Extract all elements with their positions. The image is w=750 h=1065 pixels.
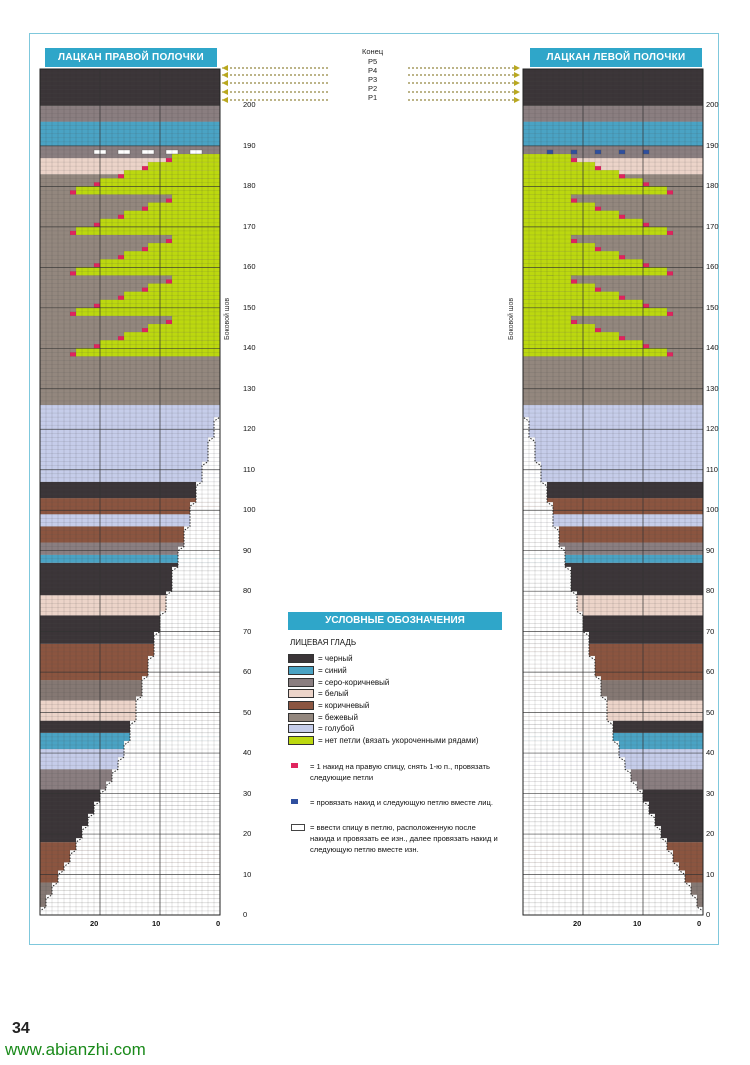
left-yo-marker bbox=[595, 207, 601, 211]
legend-note-symbol bbox=[291, 824, 305, 831]
left-close-marker bbox=[619, 150, 625, 154]
left-neck-row bbox=[523, 644, 589, 648]
right-neck-row bbox=[58, 875, 220, 879]
left-neck-row bbox=[523, 826, 661, 830]
left-neck-row bbox=[523, 595, 577, 599]
left-row-number: 190 bbox=[706, 140, 719, 150]
right-neck-row bbox=[142, 692, 220, 696]
right-neck-row bbox=[154, 652, 220, 656]
left-front-title: ЛАЦКАН ЛЕВОЙ ПОЛОЧКИ bbox=[530, 48, 702, 67]
right-neck-row bbox=[166, 603, 220, 607]
left-neck-row bbox=[523, 599, 577, 603]
left-neck-row bbox=[523, 648, 589, 652]
left-yo-marker bbox=[595, 166, 601, 170]
left-neck-row bbox=[523, 547, 565, 551]
row-label-p4: P4 bbox=[368, 66, 378, 75]
left-neck-row bbox=[523, 652, 589, 656]
left-neck-row bbox=[523, 433, 529, 437]
right-neck-row bbox=[166, 595, 220, 599]
right-row-number: 100 bbox=[243, 505, 256, 515]
left-close-marker bbox=[547, 150, 553, 154]
left-neck-row bbox=[523, 518, 553, 522]
right-yo-marker bbox=[118, 296, 124, 300]
left-neck-row bbox=[523, 603, 577, 607]
right-yo-marker bbox=[166, 199, 172, 203]
right-neck-row bbox=[130, 729, 220, 733]
right-front-title: ЛАЦКАН ПРАВОЙ ПОЛОЧКИ bbox=[45, 48, 217, 67]
right-neck-row bbox=[70, 858, 220, 862]
left-neck-row bbox=[523, 680, 601, 684]
left-row-number: 30 bbox=[706, 788, 715, 798]
left-yo-marker bbox=[667, 352, 673, 356]
left-neck-row bbox=[523, 676, 601, 680]
left-yo-marker bbox=[595, 288, 601, 292]
right-neck-row bbox=[202, 478, 220, 482]
left-yo-marker bbox=[643, 263, 649, 267]
right-yo-marker bbox=[94, 344, 100, 348]
right-neck-row bbox=[106, 785, 220, 789]
legend-label: = бежевый bbox=[318, 712, 359, 722]
left-neck-row bbox=[523, 721, 613, 725]
left-yo-marker bbox=[667, 312, 673, 316]
right-yo-marker bbox=[70, 190, 76, 194]
page-number: 34 bbox=[12, 1020, 30, 1037]
left-neck-row bbox=[523, 875, 685, 879]
legend-note-symbol bbox=[291, 763, 298, 768]
right-row-number: 150 bbox=[243, 302, 256, 312]
right-row-number: 80 bbox=[243, 586, 252, 596]
right-neck-row bbox=[94, 810, 220, 814]
right-neck-row bbox=[118, 765, 220, 769]
left-yo-marker bbox=[643, 223, 649, 227]
right-neck-row bbox=[178, 559, 220, 563]
left-row-number: 50 bbox=[706, 707, 715, 717]
right-neck-row bbox=[82, 830, 220, 834]
right-yo-marker bbox=[118, 255, 124, 259]
right-neck-row bbox=[166, 607, 220, 611]
right-row-number: 0 bbox=[243, 910, 248, 919]
right-arrow-head bbox=[222, 89, 228, 95]
right-neck-row bbox=[82, 834, 220, 838]
right-neck-row bbox=[58, 879, 220, 883]
left-neck-row bbox=[523, 879, 685, 883]
right-neck-row bbox=[70, 854, 220, 858]
legend-label: = белый bbox=[318, 689, 349, 699]
row-label-p3: P3 bbox=[368, 75, 378, 84]
right-yo-marker bbox=[94, 223, 100, 227]
left-neck-row bbox=[523, 765, 625, 769]
right-neck-row bbox=[154, 644, 220, 648]
left-neck-row bbox=[523, 834, 661, 838]
left-row-number: 170 bbox=[706, 221, 719, 231]
left-row-number: 140 bbox=[706, 343, 719, 353]
right-neck-row bbox=[46, 895, 220, 899]
right-row-number: 120 bbox=[243, 424, 256, 434]
right-yo-marker bbox=[70, 352, 76, 356]
right-neck-row bbox=[154, 648, 220, 652]
right-neck-row bbox=[190, 502, 220, 506]
left-neck-row bbox=[523, 903, 697, 907]
left-row-number: 20 bbox=[706, 829, 715, 839]
short-row-arrows bbox=[0, 0, 750, 120]
left-yo-marker bbox=[571, 199, 577, 203]
right-row-number: 70 bbox=[243, 626, 252, 636]
right-neck-row bbox=[190, 522, 220, 526]
left-col-0: 0 bbox=[697, 919, 702, 928]
left-neck-row bbox=[523, 692, 601, 696]
right-neck-row bbox=[94, 806, 220, 810]
left-neck-row bbox=[523, 802, 649, 806]
right-neck-row bbox=[118, 757, 220, 761]
right-neck-row bbox=[178, 547, 220, 551]
right-neck-row bbox=[130, 737, 220, 741]
right-yo-marker bbox=[142, 288, 148, 292]
left-neck-row bbox=[523, 640, 589, 644]
legend-item bbox=[288, 723, 502, 735]
right-neck-row bbox=[202, 466, 220, 470]
right-row-number: 20 bbox=[243, 829, 252, 839]
right-arrow-head bbox=[222, 72, 228, 78]
left-col-20: 20 bbox=[573, 919, 582, 928]
left-neck-row bbox=[523, 781, 637, 785]
right-yo-marker bbox=[94, 263, 100, 267]
left-neck-row bbox=[523, 551, 565, 555]
right-arrow-head bbox=[222, 65, 228, 71]
right-neck-row bbox=[154, 632, 220, 636]
left-row-number: 60 bbox=[706, 667, 715, 677]
left-neck-row bbox=[523, 478, 541, 482]
left-neck-row bbox=[523, 559, 565, 563]
right-row-number: 190 bbox=[243, 140, 256, 150]
left-neck-row bbox=[523, 725, 613, 729]
left-yo-marker bbox=[619, 215, 625, 219]
right-row-number: 180 bbox=[243, 181, 256, 191]
legend-swatch bbox=[288, 701, 314, 710]
right-neck-row bbox=[190, 514, 220, 518]
right-row-number: 40 bbox=[243, 748, 252, 758]
left-yo-marker bbox=[619, 296, 625, 300]
right-neck-row bbox=[94, 802, 220, 806]
right-row-number: 200 bbox=[243, 100, 256, 110]
left-neck-row bbox=[523, 850, 673, 854]
left-neck-row bbox=[523, 522, 553, 526]
right-front-chart bbox=[40, 69, 220, 916]
legend-label: = коричневый bbox=[318, 701, 370, 711]
right-neck-row bbox=[214, 433, 220, 437]
right-col-10: 10 bbox=[152, 919, 161, 928]
left-neck-row bbox=[523, 895, 697, 899]
legend-note-white bbox=[288, 822, 502, 855]
left-row-number: 10 bbox=[706, 869, 715, 879]
left-neck-row bbox=[523, 870, 685, 874]
left-neck-row bbox=[523, 514, 553, 518]
left-neck-row bbox=[523, 806, 649, 810]
left-neck-row bbox=[523, 563, 565, 567]
right-neck-row bbox=[202, 470, 220, 474]
right-yo-marker bbox=[166, 279, 172, 283]
legend-item bbox=[288, 700, 502, 712]
right-row-number: 110 bbox=[243, 464, 255, 474]
legend-swatch bbox=[288, 666, 314, 675]
row-label-end: Конец bbox=[362, 47, 384, 56]
left-row-number: 120 bbox=[706, 424, 719, 434]
right-neck-row bbox=[118, 761, 220, 765]
left-row-number: 70 bbox=[706, 626, 715, 636]
legend-swatch bbox=[288, 736, 314, 745]
left-yo-marker bbox=[595, 328, 601, 332]
right-yo-marker bbox=[118, 174, 124, 178]
left-row-number: 130 bbox=[706, 383, 719, 393]
left-yo-marker bbox=[643, 344, 649, 348]
legend-label: = голубой bbox=[318, 724, 355, 734]
left-neck-row bbox=[523, 462, 541, 466]
left-row-number: 180 bbox=[706, 181, 719, 191]
left-yo-marker bbox=[571, 158, 577, 162]
right-neck-row bbox=[142, 688, 220, 692]
right-yo-marker bbox=[94, 182, 100, 186]
right-neck-row bbox=[130, 733, 220, 737]
right-neck-row bbox=[178, 563, 220, 567]
legend-swatch bbox=[288, 724, 314, 733]
left-neck-row bbox=[523, 421, 529, 425]
left-row-number: 200 bbox=[706, 100, 719, 110]
left-neck-row bbox=[523, 429, 529, 433]
right-arrow-head bbox=[222, 97, 228, 103]
legend-note-symbol bbox=[291, 799, 298, 804]
left-yo-marker bbox=[667, 271, 673, 275]
right-neck-row bbox=[142, 676, 220, 680]
right-row-number: 60 bbox=[243, 667, 252, 677]
left-neck-row bbox=[523, 785, 637, 789]
left-row-number: 90 bbox=[706, 545, 715, 555]
right-yo-marker bbox=[166, 158, 172, 162]
left-yo-marker bbox=[667, 190, 673, 194]
side-seam-label-left: Боковой шов bbox=[508, 297, 515, 340]
left-neck-row bbox=[523, 607, 577, 611]
row-label-p1: P1 bbox=[368, 93, 378, 102]
right-yo-marker bbox=[94, 304, 100, 308]
left-row-number: 40 bbox=[706, 748, 715, 758]
left-row-number: 0 bbox=[706, 910, 711, 919]
left-neck-row bbox=[523, 858, 673, 862]
left-neck-row bbox=[523, 854, 673, 858]
left-arrow-head bbox=[514, 65, 520, 71]
left-close-marker bbox=[571, 150, 577, 154]
right-neck-row bbox=[82, 826, 220, 830]
left-neck-row bbox=[523, 425, 529, 429]
left-neck-row bbox=[523, 684, 601, 688]
left-neck-row bbox=[523, 470, 541, 474]
legend-item bbox=[288, 711, 502, 723]
right-row-number: 140 bbox=[243, 343, 256, 353]
right-neck-row bbox=[154, 640, 220, 644]
legend-label: = серо-коричневый bbox=[318, 677, 390, 687]
left-yo-marker bbox=[571, 279, 577, 283]
row-label-p2: P2 bbox=[368, 84, 378, 93]
legend-swatch bbox=[288, 654, 314, 663]
left-row-number: 150 bbox=[706, 302, 719, 312]
right-neck-row bbox=[202, 474, 220, 478]
left-neck-row bbox=[523, 810, 649, 814]
left-row-number: 100 bbox=[706, 505, 719, 515]
row-label-p5: P5 bbox=[368, 57, 378, 66]
right-yo-marker bbox=[142, 328, 148, 332]
left-arrow-head bbox=[514, 97, 520, 103]
right-row-number: 170 bbox=[243, 221, 256, 231]
site-url: www.abianzhi.com bbox=[5, 1040, 146, 1059]
right-neck-row bbox=[190, 506, 220, 510]
right-neck-row bbox=[106, 781, 220, 785]
legend-note-text: = ввести спицу в петлю, расположенную после накида и провязать ее изн., далее провязать накид и следующую петлю вместе изн. bbox=[310, 822, 498, 854]
legend-item bbox=[288, 688, 502, 700]
right-row-number: 90 bbox=[243, 545, 252, 555]
right-neck-row bbox=[178, 551, 220, 555]
right-yo-marker bbox=[142, 207, 148, 211]
left-neck-row bbox=[523, 761, 625, 765]
left-yo-marker bbox=[643, 304, 649, 308]
right-neck-row bbox=[202, 462, 220, 466]
legend-item bbox=[288, 676, 502, 688]
right-neck-row bbox=[130, 721, 220, 725]
left-close-marker bbox=[643, 150, 649, 154]
right-neck-row bbox=[214, 421, 220, 425]
left-neck-row bbox=[523, 636, 589, 640]
right-yo-marker bbox=[70, 312, 76, 316]
left-arrow-head bbox=[514, 72, 520, 78]
right-row-number: 50 bbox=[243, 707, 252, 717]
right-col-20: 20 bbox=[90, 919, 99, 928]
right-neck-row bbox=[130, 725, 220, 729]
legend-subtitle: ЛИЦЕВАЯ ГЛАДЬ bbox=[290, 638, 357, 647]
right-row-number: 130 bbox=[243, 383, 256, 393]
right-neck-row bbox=[70, 850, 220, 854]
legend bbox=[288, 612, 502, 855]
right-neck-row bbox=[142, 684, 220, 688]
left-yo-marker bbox=[667, 231, 673, 235]
right-neck-row bbox=[166, 599, 220, 603]
right-row-number: 160 bbox=[243, 262, 256, 272]
left-close-marker bbox=[595, 150, 601, 154]
right-col-0: 0 bbox=[216, 919, 221, 928]
right-yo-marker bbox=[142, 247, 148, 251]
side-seam-label-right: Боковой шов bbox=[224, 297, 231, 340]
legend-item bbox=[288, 665, 502, 677]
left-neck-row bbox=[523, 555, 565, 559]
left-neck-row bbox=[523, 899, 697, 903]
left-yo-marker bbox=[619, 336, 625, 340]
left-arrow-head bbox=[514, 89, 520, 95]
right-yo-marker bbox=[118, 215, 124, 219]
right-neck-row bbox=[142, 680, 220, 684]
right-neck-row bbox=[154, 636, 220, 640]
legend-swatch bbox=[288, 689, 314, 698]
right-neck-row bbox=[214, 429, 220, 433]
left-neck-row bbox=[523, 688, 601, 692]
left-col-10: 10 bbox=[633, 919, 642, 928]
legend-label: = нет петли (вязать укороченными рядами) bbox=[318, 736, 479, 746]
left-neck-row bbox=[523, 757, 625, 761]
left-yo-marker bbox=[643, 182, 649, 186]
legend-swatch bbox=[288, 678, 314, 687]
right-neck-row bbox=[178, 555, 220, 559]
legend-label: = черный bbox=[318, 654, 353, 664]
right-yo-marker bbox=[70, 271, 76, 275]
right-yo-marker bbox=[142, 166, 148, 170]
right-neck-row bbox=[46, 899, 220, 903]
left-yo-marker bbox=[595, 247, 601, 251]
left-row-number: 80 bbox=[706, 586, 715, 596]
legend-note-text: = 1 накид на правую спицу, снять 1-ю п., провязать следующие петли bbox=[310, 761, 490, 782]
right-neck-row bbox=[58, 870, 220, 874]
right-yo-marker bbox=[166, 239, 172, 243]
left-neck-row bbox=[523, 591, 577, 595]
legend-note-text: = провязать накид и следующую петлю вместе лиц. bbox=[310, 797, 493, 807]
left-neck-row bbox=[523, 830, 661, 834]
left-yo-marker bbox=[619, 255, 625, 259]
left-neck-row bbox=[523, 737, 613, 741]
right-yo-marker bbox=[166, 320, 172, 324]
right-yo-marker bbox=[118, 336, 124, 340]
right-neck-row bbox=[190, 518, 220, 522]
left-arrow-head bbox=[514, 80, 520, 86]
left-yo-marker bbox=[619, 174, 625, 178]
legend-note-blue bbox=[288, 797, 502, 808]
left-neck-row bbox=[523, 502, 553, 506]
right-yo-marker bbox=[70, 231, 76, 235]
left-yo-marker bbox=[571, 320, 577, 324]
legend-title: УСЛОВНЫЕ ОБОЗНАЧЕНИЯ bbox=[288, 612, 502, 630]
right-neck-row bbox=[214, 425, 220, 429]
left-neck-row bbox=[523, 632, 589, 636]
legend-item bbox=[288, 653, 502, 665]
left-neck-row bbox=[523, 474, 541, 478]
left-neck-row bbox=[523, 506, 553, 510]
left-row-number: 160 bbox=[706, 262, 719, 272]
left-front-chart bbox=[523, 69, 703, 916]
legend-note-red bbox=[288, 761, 502, 783]
right-neck-row bbox=[190, 510, 220, 514]
right-neck-row bbox=[166, 591, 220, 595]
right-neck-row bbox=[46, 903, 220, 907]
right-row-number: 30 bbox=[243, 788, 252, 798]
left-yo-marker bbox=[571, 239, 577, 243]
legend-swatch bbox=[288, 713, 314, 722]
left-row-number: 110 bbox=[706, 464, 718, 474]
left-neck-row bbox=[523, 466, 541, 470]
legend-label: = синий bbox=[318, 666, 347, 676]
left-neck-row bbox=[523, 510, 553, 514]
right-arrow-head bbox=[222, 80, 228, 86]
left-neck-row bbox=[523, 729, 613, 733]
legend-item bbox=[288, 735, 502, 747]
right-row-number: 10 bbox=[243, 869, 252, 879]
left-neck-row bbox=[523, 733, 613, 737]
